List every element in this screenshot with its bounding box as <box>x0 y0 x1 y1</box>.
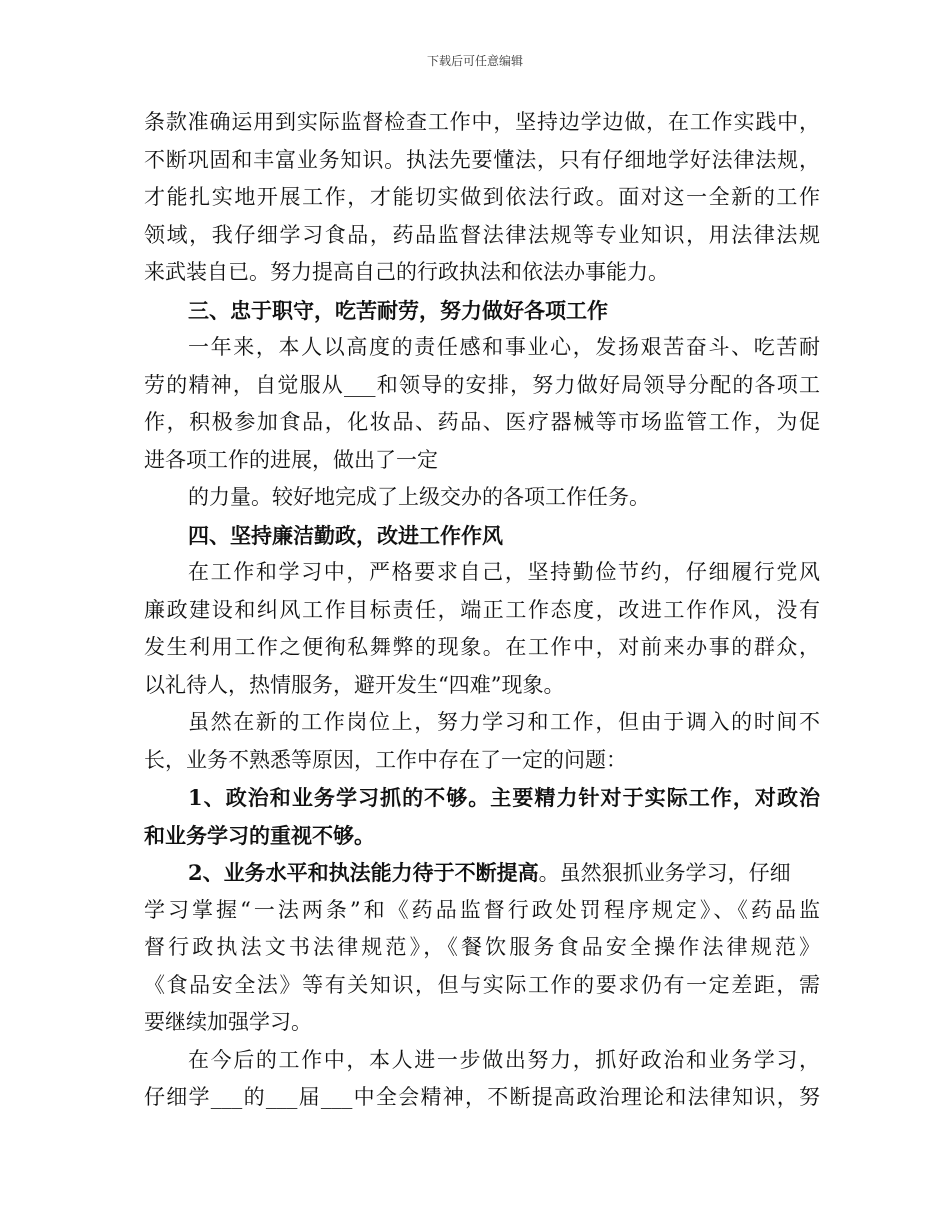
text-line <box>144 667 820 705</box>
text-line <box>144 1004 820 1042</box>
line-text: 在今后的工作中，本人进一步做出努力，抓好政治和业务学习， <box>188 1047 820 1072</box>
text-line <box>144 292 820 330</box>
line-text: 一年来，本人以高度的责任感和事业心，发扬艰苦奋斗、吃苦耐 <box>188 335 820 359</box>
text-line <box>144 892 820 930</box>
text-line <box>144 704 820 742</box>
line-text: 以礼待人，热情服务，避开发生“四难”现象。 <box>144 672 565 697</box>
line-text: 发生利用工作之便徇私舞弊的现象。在工作中，对前来办事的群众， <box>144 635 820 659</box>
line-text: 和业务学习的重视不够。 <box>144 822 375 848</box>
text-line <box>144 854 820 892</box>
line-text: 条款准确运用到实际监督检查工作中，坚持边学边做，在工作实践中， <box>144 110 820 134</box>
line-text: 的力量。较好地完成了上级交办的各项工作任务。 <box>188 485 650 509</box>
line-text: 学习掌握“一法两条”和《药品监督行政处罚程序规定》、《药品监 <box>144 897 820 922</box>
text-line <box>144 517 820 555</box>
line-text: 1、政治和业务学习抓的不够。主要精力针对于实际工作，对政治 <box>188 785 820 810</box>
text-line <box>144 629 820 667</box>
line-text: 督行政执法文书法律规范》，《餐饮服务食品安全操作法律规范》 <box>144 935 820 959</box>
text-line <box>144 479 820 517</box>
line-text: 劳的精神，自觉服从___和领导的安排，努力做好局领导分配的各项工 <box>144 372 820 397</box>
page-header-note: 下载后可任意编辑 <box>426 54 523 68</box>
text-line <box>144 817 820 855</box>
line-text: 来武装自已。努力提高自己的行政执法和依法办事能力。 <box>144 260 669 284</box>
text-line <box>144 367 820 405</box>
text-line <box>144 1079 820 1117</box>
text-line <box>144 254 820 292</box>
line-text: 领域，我仔细学习食品，药品监督法律法规等专业知识，用法律法规 <box>144 222 820 247</box>
line-text: 四、坚持廉洁勤政，改进工作作风 <box>188 522 503 548</box>
text-line <box>144 592 820 630</box>
line-text: 长，业务不熟悉等原因，工作中存在了一定的问题： <box>144 747 627 772</box>
text-line <box>144 779 820 817</box>
text-line <box>144 742 820 780</box>
line-text: 仔细学___的___届___中全会精神，不断提高政治理论和法律知识，努 <box>144 1085 820 1109</box>
line-text: 要继续加强学习。 <box>144 1010 312 1034</box>
line-text: 不断巩固和丰富业务知识。执法先要懂法，只有仔细地学好法律法规， <box>144 147 820 172</box>
text-line <box>144 404 820 442</box>
text-line <box>144 329 820 367</box>
text-line <box>144 442 820 480</box>
text-line <box>144 554 820 592</box>
line-text: 作，积极参加食品，化妆品、药品、医疗器械等市场监管工作，为促 <box>144 410 820 434</box>
line-text: 2、业务水平和执法能力待于不断提高 <box>188 860 539 885</box>
text-line <box>144 929 820 967</box>
text-line <box>144 967 820 1005</box>
line-text-continuation: 。虽然狠抓业务学习，仔细 <box>538 861 791 885</box>
line-text: 虽然在新的工作岗位上，努力学习和工作，但由于调入的时间不 <box>188 710 820 734</box>
text-line <box>144 142 820 180</box>
line-text: 进各项工作的进展，做出了一定 <box>144 447 438 472</box>
line-text: 三、忠于职守，吃苦耐劳，努力做好各项工作 <box>188 297 608 323</box>
text-line <box>144 104 820 142</box>
text-line <box>144 217 820 255</box>
text-line <box>144 179 820 217</box>
line-text: 在工作和学习中，严格要求自己，坚持勤俭节约，仔细履行党风 <box>188 560 820 584</box>
line-text: 才能扎实地开展工作，才能切实做到依法行政。面对这一全新的工作 <box>144 185 820 209</box>
line-text: 《食品安全法》等有关知识，但与实际工作的要求仍有一定差距，需 <box>144 972 820 997</box>
text-line <box>144 1042 820 1080</box>
line-text: 廉政建设和纠风工作目标责任，端正工作态度，改进工作作风，没有 <box>144 597 820 622</box>
document-body <box>144 104 820 1117</box>
